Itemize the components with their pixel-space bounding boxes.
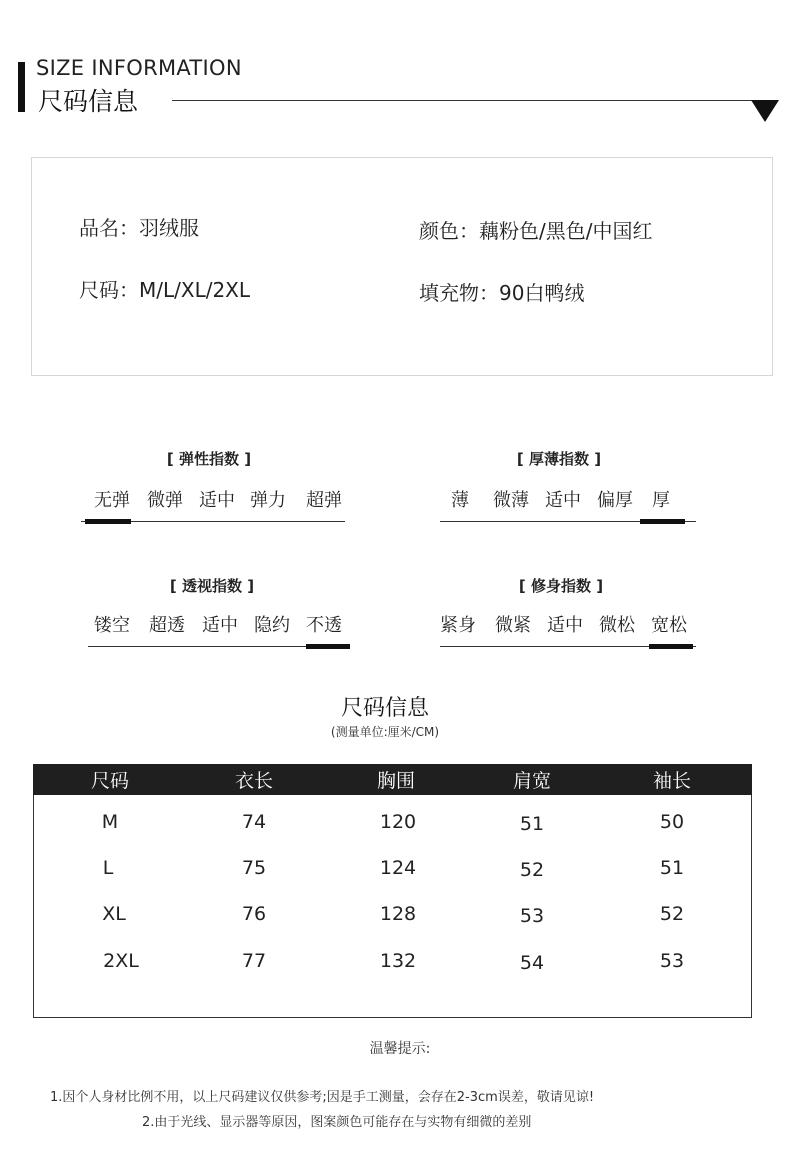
table-cell: XL xyxy=(102,903,126,925)
header-title-cn: 尺码信息 xyxy=(38,87,139,116)
product-sizes: 尺码：M/L/XL/2XL xyxy=(79,278,251,302)
fit-selected-marker xyxy=(649,644,693,649)
elasticity-option: 超弹 xyxy=(306,490,342,511)
header-accent-bar xyxy=(18,62,25,112)
transparency-option: 适中 xyxy=(202,615,238,636)
size-table-title: 尺码信息 xyxy=(340,696,429,721)
notes-title: 温馨提示: xyxy=(369,1041,431,1057)
table-cell: 53 xyxy=(519,905,545,927)
note-line: 1.因个人身材比例不用，以上尺码建议仅供参考;因是手工测量，会存在2-3cm误差，敬请见谅! xyxy=(50,1090,595,1105)
elasticity-option: 适中 xyxy=(199,490,235,511)
elasticity-selected-marker xyxy=(85,519,131,524)
triangle-down-icon xyxy=(751,100,779,122)
size-table-unit-note: (测量单位:厘米/CM) xyxy=(330,725,440,739)
size-table xyxy=(33,764,752,1018)
table-cell: 53 xyxy=(659,950,685,972)
thickness-option: 偏厚 xyxy=(597,490,633,511)
elasticity-option: 弹力 xyxy=(250,490,286,511)
elasticity-option: 无弹 xyxy=(94,490,130,511)
fit-option: 紧身 xyxy=(440,615,476,636)
table-cell: M xyxy=(101,811,119,833)
transparency-option: 镂空 xyxy=(94,615,130,636)
table-cell: 124 xyxy=(379,857,417,879)
transparency-option: 不透 xyxy=(306,615,342,636)
table-cell: 132 xyxy=(379,950,417,972)
product-filling: 填充物：90白鸭绒 xyxy=(419,281,585,305)
thickness-selected-marker xyxy=(640,519,685,524)
fit-option: 适中 xyxy=(547,615,583,636)
column-header-sleeve: 袖长 xyxy=(652,770,692,792)
thickness-option: 适中 xyxy=(545,490,581,511)
thickness-option: 厚 xyxy=(652,490,670,511)
transparency-index-title: [ 透视指数 ] xyxy=(169,577,255,595)
product-name: 品名：羽绒服 xyxy=(79,216,199,240)
fit-option: 微松 xyxy=(599,615,635,636)
note-line: 2.由于光线、显示器等原因，图案颜色可能存在与实物有细微的差别 xyxy=(142,1115,532,1130)
table-cell: 74 xyxy=(241,811,267,833)
elasticity-option: 微弹 xyxy=(147,490,183,511)
transparency-selected-marker xyxy=(306,644,350,649)
column-header-length: 衣长 xyxy=(234,770,274,792)
table-cell: 52 xyxy=(519,859,545,881)
thickness-option: 微薄 xyxy=(493,490,529,511)
table-cell: 2XL xyxy=(103,950,139,972)
column-header-shoulder: 肩宽 xyxy=(512,770,552,792)
thickness-index-title: [ 厚薄指数 ] xyxy=(516,450,602,468)
table-cell: 128 xyxy=(379,903,417,925)
header-title-en: SIZE INFORMATION xyxy=(36,56,242,80)
table-cell: L xyxy=(102,857,114,879)
table-cell: 50 xyxy=(659,811,685,833)
elasticity-index-title: [ 弹性指数 ] xyxy=(166,450,252,468)
transparency-option: 隐约 xyxy=(254,615,290,636)
transparency-option: 超透 xyxy=(149,615,185,636)
table-cell: 76 xyxy=(241,903,267,925)
table-cell: 75 xyxy=(241,857,267,879)
column-header-chest: 胸围 xyxy=(376,770,416,792)
column-header-size: 尺码 xyxy=(90,770,130,792)
product-info-box xyxy=(31,157,773,376)
table-cell: 120 xyxy=(379,811,417,833)
thickness-option: 薄 xyxy=(451,490,469,511)
header-divider xyxy=(172,100,760,101)
fit-option: 微紧 xyxy=(495,615,531,636)
table-cell: 54 xyxy=(519,952,545,974)
table-cell: 51 xyxy=(659,857,685,879)
table-cell: 77 xyxy=(241,950,267,972)
product-color: 颜色：藕粉色/黑色/中国红 xyxy=(419,219,653,243)
table-cell: 51 xyxy=(519,813,545,835)
fit-option: 宽松 xyxy=(651,615,687,636)
fit-index-title: [ 修身指数 ] xyxy=(518,577,604,595)
table-cell: 52 xyxy=(659,903,685,925)
